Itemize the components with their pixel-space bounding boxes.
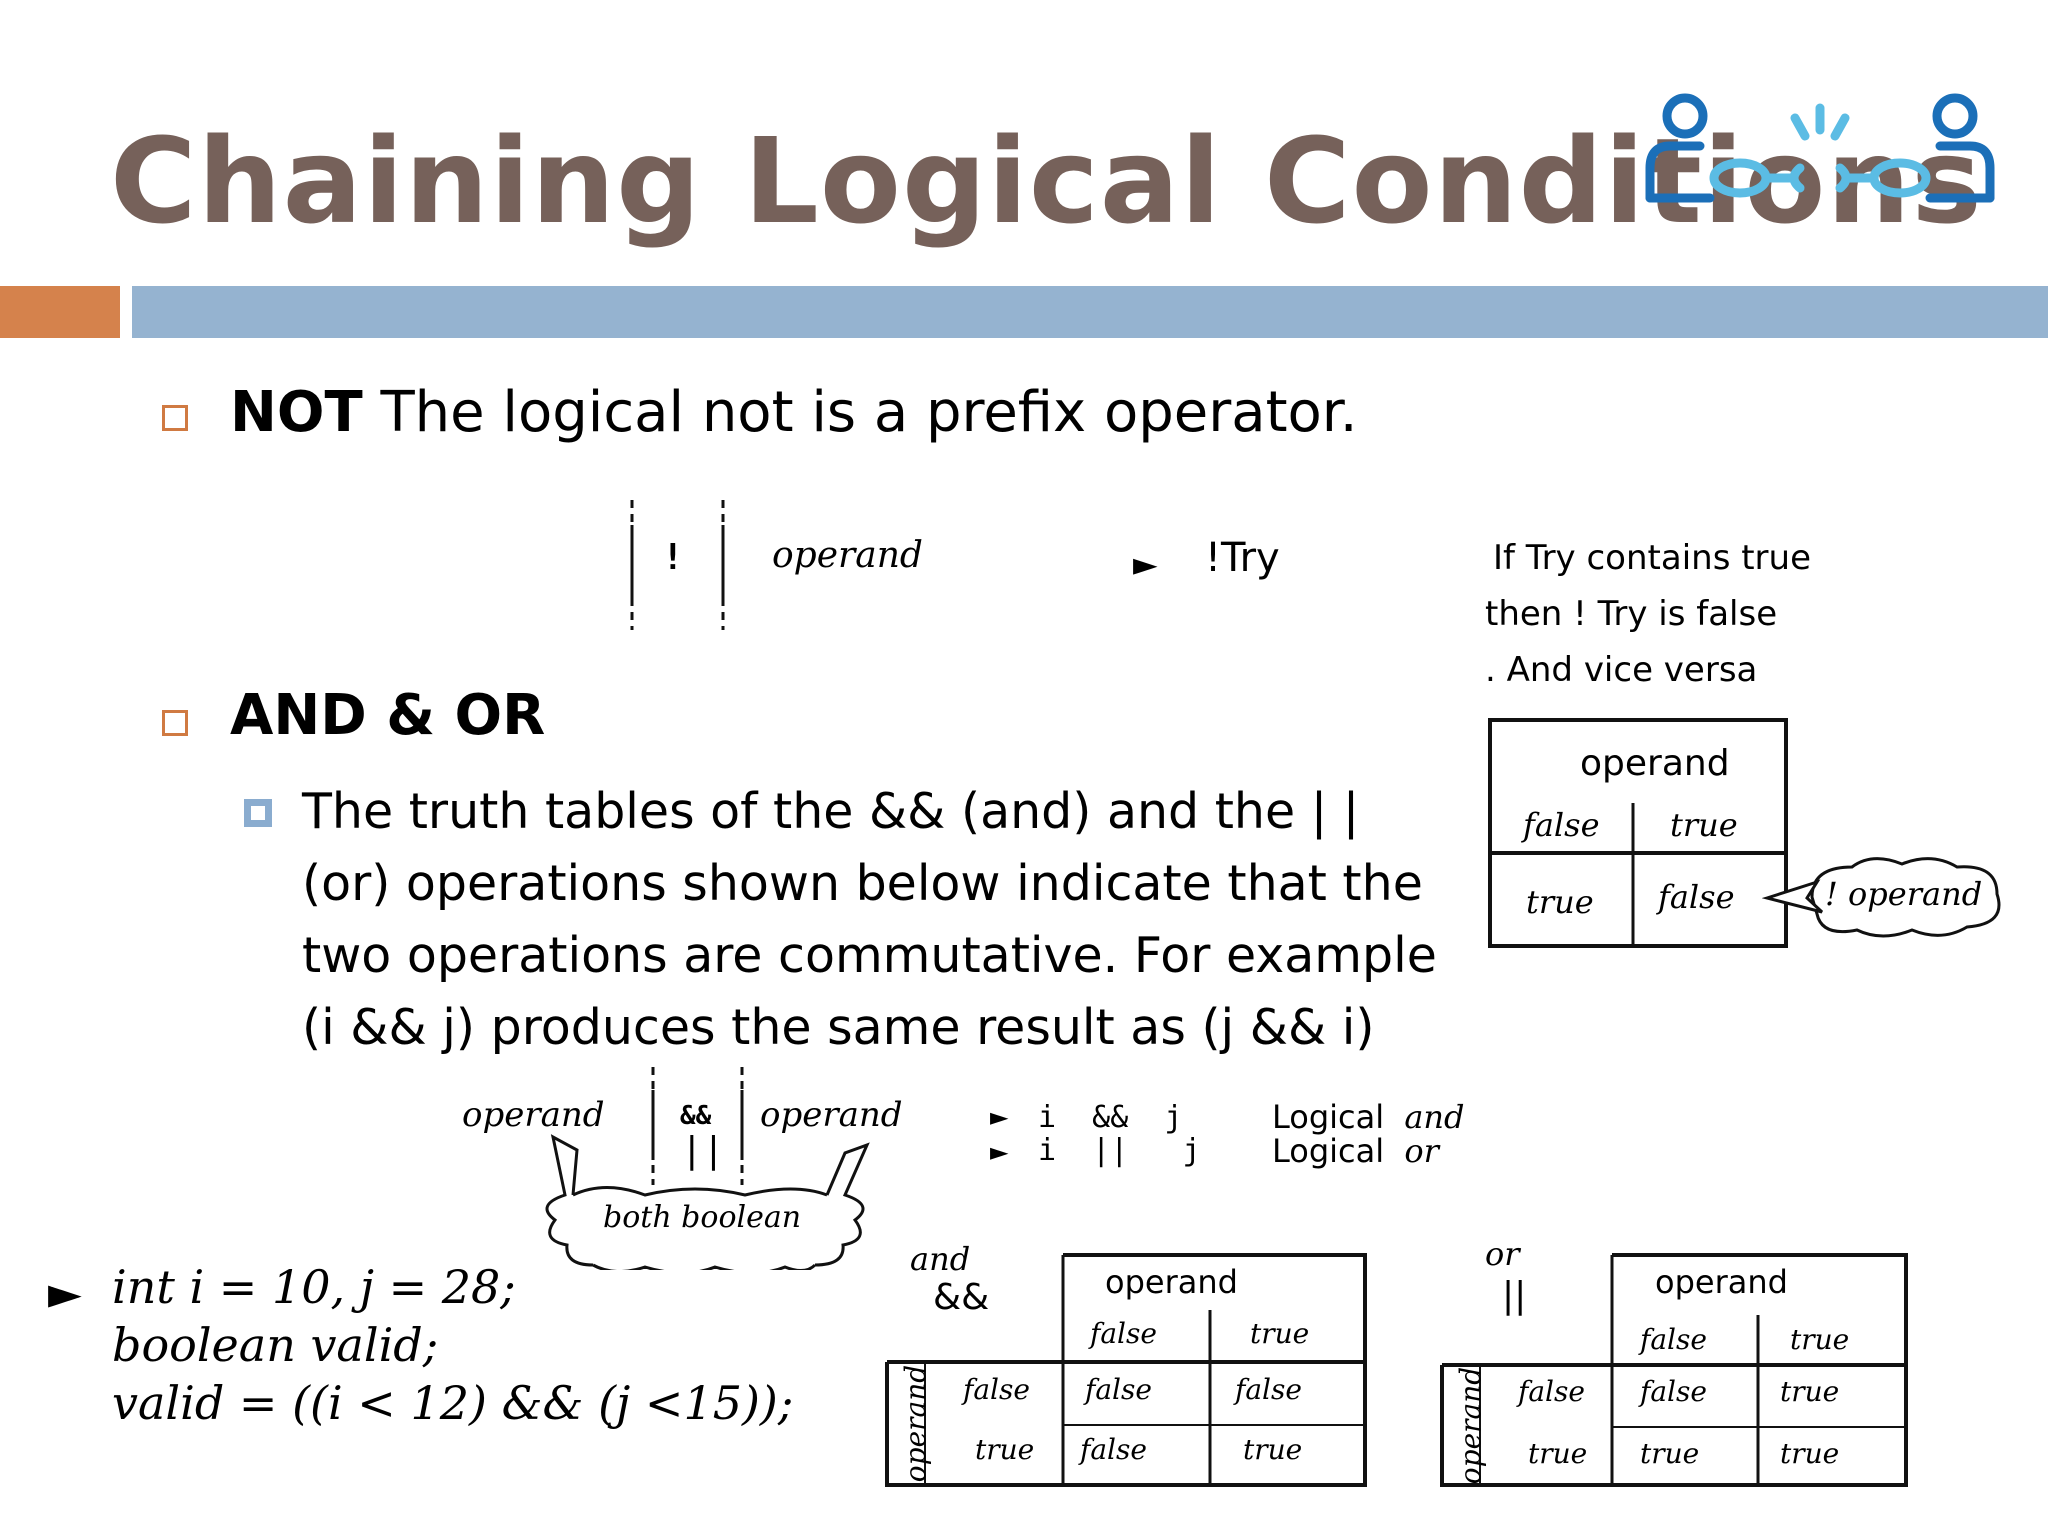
- note-line: then ! Try is false: [1485, 594, 1778, 634]
- not-callout-text: ! operand: [1825, 875, 1983, 913]
- and-truth-table: [885, 1240, 1370, 1490]
- andor-syntax-diagram: [455, 1065, 925, 1270]
- logical-and-label: [1272, 1098, 1464, 1136]
- not-example: !Try: [1205, 535, 1280, 581]
- accent-bar-blue: [132, 286, 2048, 338]
- note-line: If Try contains true: [1493, 538, 1811, 578]
- bullet-square-icon: [162, 405, 188, 431]
- code-line: valid = ((i < 12) && (j <15));: [112, 1376, 794, 1430]
- not-truth-table: [1488, 718, 1788, 948]
- or-word: or: [1404, 1132, 1439, 1170]
- not-table-header: operand: [1580, 743, 1730, 784]
- accent-bar-orange: [0, 286, 120, 338]
- sub-bullet-line: (or) operations shown below indicate that the: [302, 855, 1423, 912]
- or-table-cell: true: [1780, 1437, 1840, 1470]
- bullet-bold: AND & OR: [230, 683, 546, 748]
- or-table-cell: true: [1640, 1437, 1700, 1470]
- not-syntax-diagram: [620, 495, 923, 635]
- and-table-symbol: &&: [933, 1277, 990, 1318]
- and-table-col: false: [1090, 1317, 1157, 1350]
- code-arrow-icon: ►: [48, 1268, 82, 1319]
- not-table-result: true: [1526, 883, 1594, 921]
- bullet-text: The logical not is a prefix operator.: [362, 380, 1358, 445]
- bullet-and-or: [230, 683, 545, 748]
- slide-title: Chaining Logical Conditions: [110, 112, 1983, 250]
- bullet-square-icon: [162, 710, 188, 736]
- and-table-cell: false: [1085, 1373, 1152, 1406]
- logical-or-label: [1272, 1132, 1439, 1170]
- arrow-right-icon: ►: [990, 1103, 1009, 1131]
- or-table-col: true: [1790, 1323, 1850, 1356]
- not-note: [1485, 530, 1811, 698]
- and-example: i && j: [1038, 1100, 1183, 1135]
- sub-bullet-line: two operations are commutative. For example: [302, 927, 1437, 984]
- not-table-col: false: [1523, 806, 1600, 844]
- and-table-cell: false: [1080, 1433, 1147, 1466]
- op-or: ||: [681, 1130, 725, 1171]
- arrow-right-icon: ►: [1133, 545, 1158, 583]
- logical-word: Logical: [1272, 1132, 1385, 1170]
- both-boolean: both boolean: [603, 1200, 802, 1235]
- or-table-symbol: ||: [1502, 1275, 1527, 1316]
- or-table-side: operand: [1454, 1366, 1488, 1485]
- or-example: i || j: [1038, 1133, 1201, 1168]
- linked-people-logo-icon: [1630, 88, 2010, 208]
- and-word: and: [1404, 1098, 1465, 1136]
- or-table-cell: true: [1780, 1375, 1840, 1408]
- or-table-header: operand: [1655, 1263, 1788, 1301]
- right-operand: operand: [760, 1095, 903, 1135]
- and-table-cell: true: [975, 1433, 1035, 1466]
- sub-bullet-text: [302, 776, 1437, 1064]
- and-table-cell: false: [963, 1373, 1030, 1406]
- sub-bullet-line: The truth tables of the && (and) and the | |: [302, 783, 1360, 840]
- and-table-cell: false: [1235, 1373, 1302, 1406]
- not-table-col: true: [1670, 806, 1738, 844]
- and-table-name: and: [910, 1240, 971, 1278]
- left-operand: operand: [462, 1095, 605, 1135]
- note-line: . And vice versa: [1485, 650, 1758, 690]
- not-operator: !: [662, 537, 684, 578]
- not-table-result: false: [1658, 878, 1735, 916]
- and-table-side: operand: [899, 1364, 933, 1483]
- or-table-cell: true: [1528, 1437, 1588, 1470]
- bullet-not: [230, 380, 1358, 445]
- sub-bullet-line: (i && j) produces the same result as (j && i): [302, 999, 1375, 1056]
- bullet-bold: NOT: [230, 380, 363, 445]
- and-table-header: operand: [1105, 1263, 1238, 1301]
- or-table-name: or: [1485, 1235, 1520, 1273]
- or-truth-table: [1440, 1235, 1910, 1490]
- or-table-cell: false: [1518, 1375, 1585, 1408]
- code-line: int i = 10, j = 28;: [112, 1260, 516, 1314]
- or-table-cell: false: [1640, 1375, 1707, 1408]
- logical-word: Logical: [1272, 1098, 1385, 1136]
- and-table-cell: true: [1243, 1433, 1303, 1466]
- code-line: boolean valid;: [112, 1318, 439, 1372]
- not-operand: operand: [772, 535, 923, 576]
- or-table-col: false: [1640, 1323, 1707, 1356]
- and-table-col: true: [1250, 1317, 1310, 1350]
- op-and: &&: [680, 1101, 712, 1131]
- sub-bullet-square-icon: [244, 799, 272, 827]
- arrow-right-icon: ►: [990, 1138, 1009, 1166]
